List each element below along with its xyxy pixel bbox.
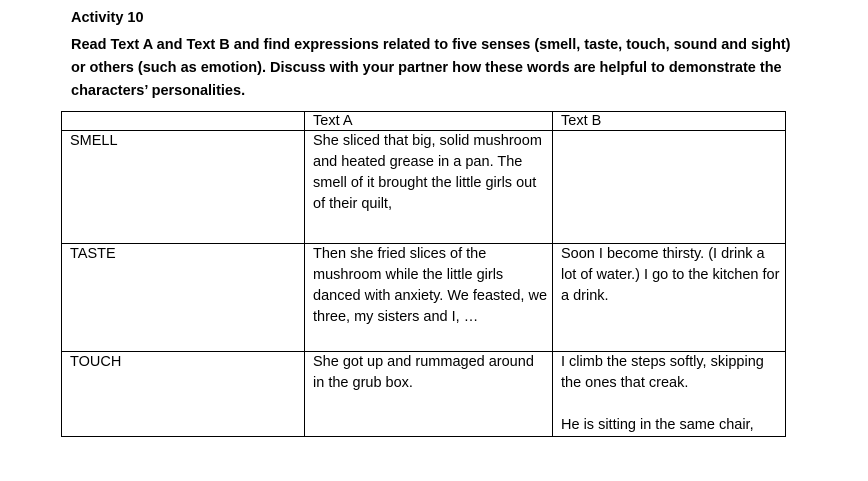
text-b-paragraph: Soon I become thirsty. (I drink a lot of water.) I go to the kitchen for a drink. [561, 246, 780, 304]
header-cell-text-b: Text B [553, 112, 786, 131]
text-b-cell [553, 131, 786, 244]
table-row-taste [62, 244, 786, 352]
header-cell-text-a: Text A [305, 112, 553, 131]
table-row-touch [62, 352, 786, 437]
activity-title: Activity 10 [71, 10, 144, 26]
text-a-cell: She sliced that big, solid mushroom and heated grease in a pan. The smell of it brought the little girls out of their quilt, [305, 131, 553, 244]
sense-cell: TOUCH [62, 352, 305, 437]
sense-cell: SMELL [62, 131, 305, 244]
text-b-paragraph: He is sitting in the same chair, [561, 417, 754, 433]
senses-table [61, 111, 786, 437]
activity-instructions: Read Text A and Text B and find expressions related to five senses (smell, taste, touch, sound and sight) or others (such as emotion). Discuss with your partner how these words are helpful to demonstrate the characters’ personalities. [71, 37, 791, 99]
header-cell-sense [62, 112, 305, 131]
sense-cell: TASTE [62, 244, 305, 352]
table-row-smell [62, 131, 786, 244]
text-b-cell [553, 352, 786, 437]
text-b-cell [553, 244, 786, 352]
text-a-cell: She got up and rummaged around in the grub box. [305, 352, 553, 437]
text-a-cell: Then she fried slices of the mushroom while the little girls danced with anxiety. We feasted, we three, my sisters and I, … [305, 244, 553, 352]
text-b-paragraph: I climb the steps softly, skipping the ones that creak. [561, 354, 764, 391]
table-header-row [62, 112, 786, 131]
